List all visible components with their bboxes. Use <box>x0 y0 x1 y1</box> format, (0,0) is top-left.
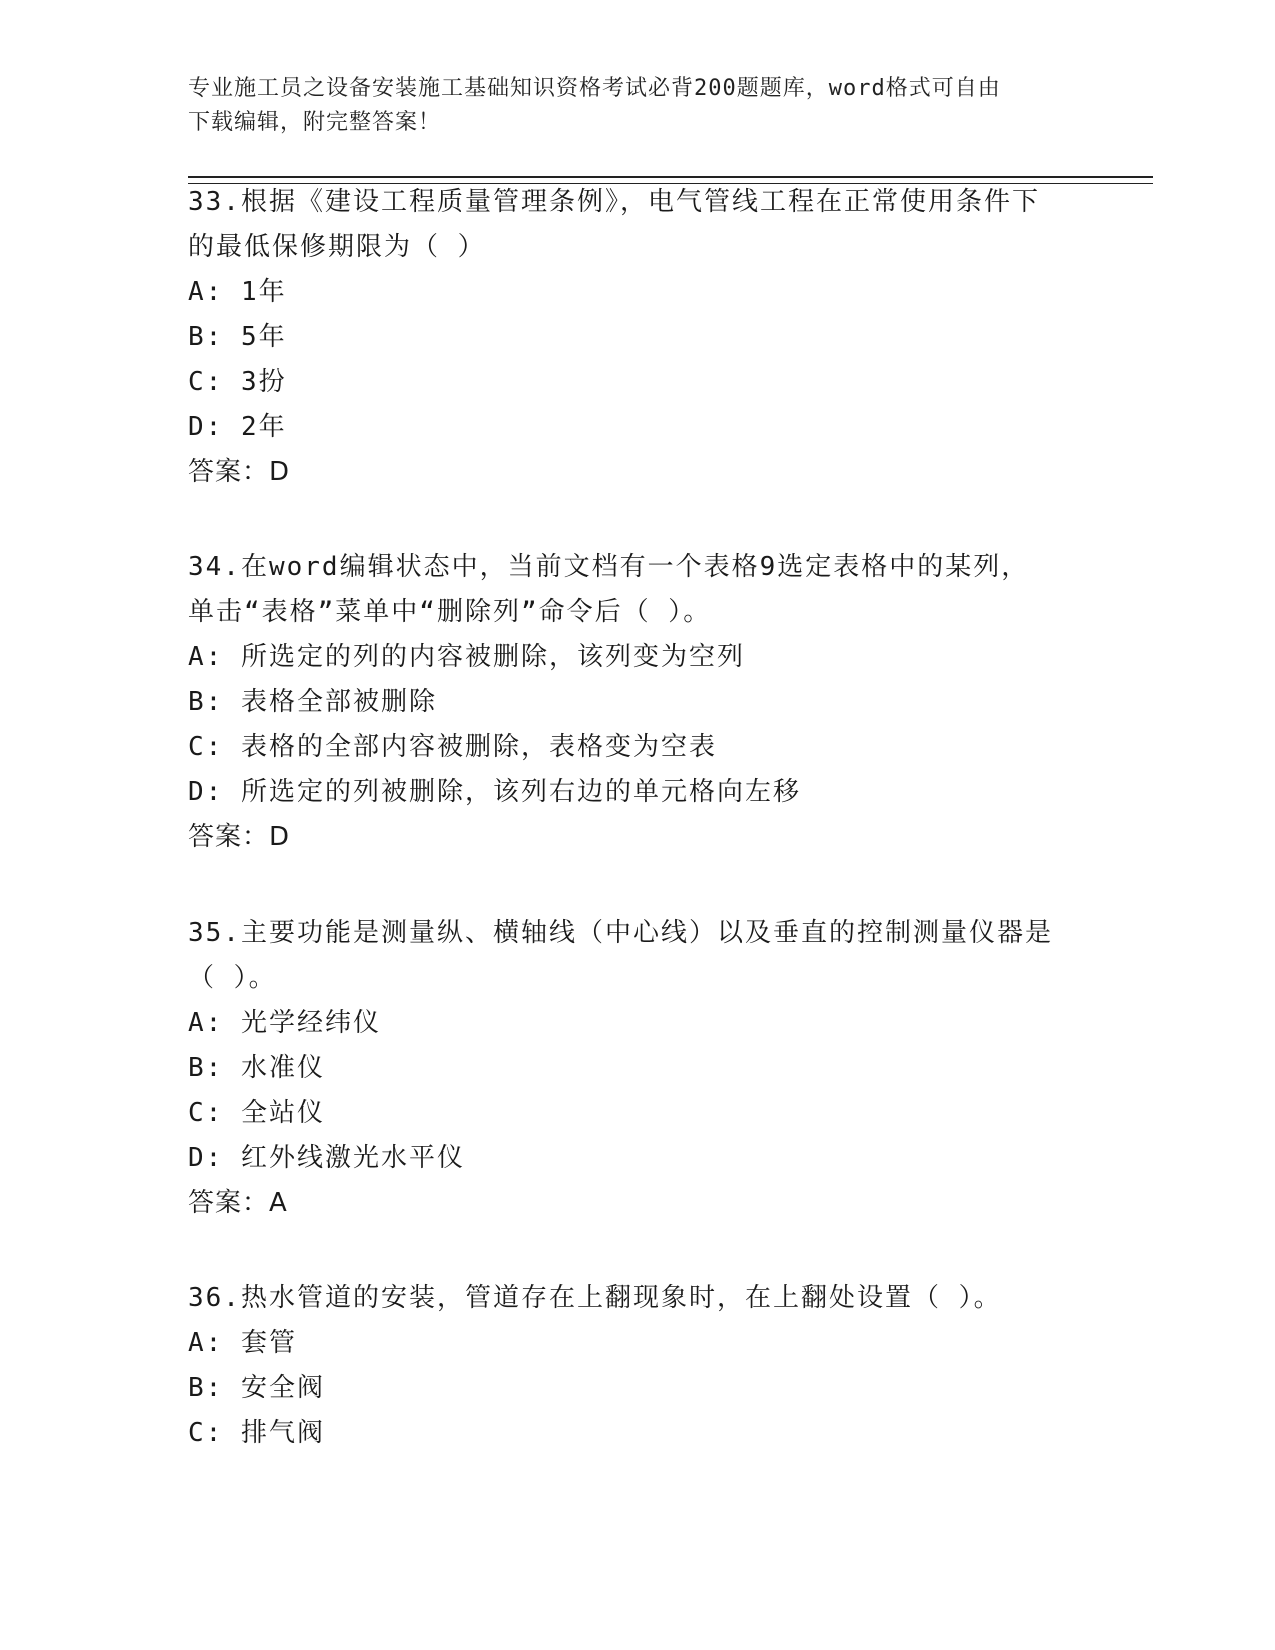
question-35 <box>188 911 1088 1226</box>
question-text: 33.根据《建设工程质量管理条例》，电气管线工程在正常使用条件下 <box>188 187 1040 217</box>
option-c: C: 全站仪 <box>188 1098 325 1128</box>
option-a: A: 套管 <box>188 1328 297 1358</box>
option-b: B: 5年 <box>188 322 287 352</box>
question-text: 34.在word编辑状态中，当前文档有一个表格9选定表格中的某列， <box>188 552 1030 582</box>
header-divider <box>188 176 1153 178</box>
question-34 <box>188 545 1088 860</box>
option-b: B: 水准仪 <box>188 1053 325 1083</box>
option-a: A: 光学经纬仪 <box>188 1008 381 1038</box>
option-d: D: 红外线激光水平仪 <box>188 1143 465 1173</box>
option-c: C: 排气阀 <box>188 1418 325 1448</box>
option-c: C: 3扮 <box>188 367 287 397</box>
option-d: D: 2年 <box>188 412 287 442</box>
question-text: 35.主要功能是测量纵、横轴线（中心线）以及垂直的控制测量仪器是 <box>188 918 1053 948</box>
question-text: 36.热水管道的安装，管道存在上翻现象时，在上翻处设置（ ）。 <box>188 1283 1002 1313</box>
header-line-1: 专业施工员之设备安装施工基础知识资格考试必背200题题库，word格式可自由 <box>188 76 1001 101</box>
question-text: 的最低保修期限为（ ） <box>188 232 486 262</box>
question-text: （ ）。 <box>188 963 277 993</box>
question-33 <box>188 180 1088 495</box>
answer-text: 答案：A <box>188 1188 288 1218</box>
question-36 <box>188 1276 1088 1456</box>
header-line-2: 下载编辑，附完整答案！ <box>188 110 442 135</box>
option-b: B: 表格全部被删除 <box>188 687 437 717</box>
option-a: A: 所选定的列的内容被删除，该列变为空列 <box>188 642 745 672</box>
option-a: A: 1年 <box>188 277 287 307</box>
option-d: D: 所选定的列被删除，该列右边的单元格向左移 <box>188 777 801 807</box>
document-header <box>188 72 1088 140</box>
question-text: 单击“表格”菜单中“删除列”命令后（ ）。 <box>188 597 712 627</box>
answer-text: 答案：D <box>188 822 291 852</box>
option-b: B: 安全阀 <box>188 1373 325 1403</box>
option-c: C: 表格的全部内容被删除，表格变为空表 <box>188 732 717 762</box>
answer-text: 答案：D <box>188 457 291 487</box>
